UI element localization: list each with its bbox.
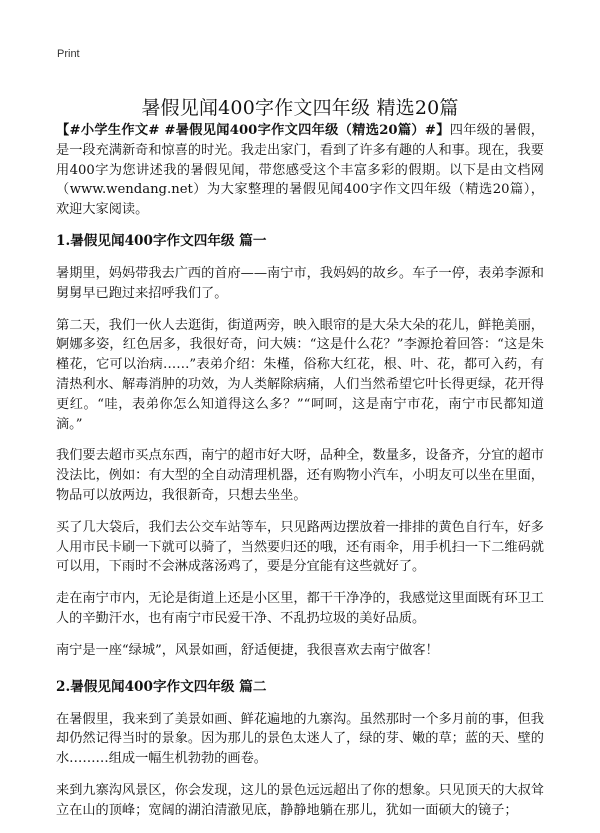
paragraph: 南宁是一座“绿城”，风景如画，舒适便捷，我很喜欢去南宁做客！ [56, 642, 439, 658]
paragraph: 走在南宁市内，无论是街道上还是小区里，都干干净净的，我感觉这里面既有环卫工人的辛勤汗水，也有南宁市民爱干净、不乱扔垃圾的美好品质。 [56, 591, 544, 626]
intro-paragraph [56, 121, 544, 220]
paragraph: 来到九寨沟风景区，你会发现，这儿的景色远远超出了你的想象。只见顶天的大叔耸立在山的顶峰；宽阔的湖泊清澈见底，静静地躺在那儿，犹如一面硕大的镜子； [56, 782, 544, 818]
print-link[interactable]: Print [57, 48, 80, 60]
intro-text: 四年级的暑假，是一段充满新奇和惊喜的时光。我走出家门，看到了许多有趣的人和事。现在，我要用400字为您讲述我的暑假见闻，带您感受这个丰富多彩的假期。以下是由文档网（www.wendang.net）为大家整理的暑假见闻400字作文四年级（精选20篇），欢迎大家阅读。 [56, 123, 544, 218]
paragraph: 在暑假里，我来到了美景如画、鲜花遍地的九寨沟。虽然那时一个多月前的事，但我却仍然记得当时的景象。因为那儿的景色太迷人了，绿的芽、嫩的草；蓝的天、壁的水………组成一幅生机勃勃的画卷。 [56, 711, 544, 767]
paragraph: 我们要去超市买点东西，南宁的超市好大呀，品种全，数量多，设备齐，分宜的超市没法比，例如：有大型的全自动清理机器，还有购物小汽车，小明友可以坐在里面，物品可以放两边，我很新奇，只想去坐坐。 [56, 448, 544, 503]
paragraph: 买了几大袋后，我们去公交车站等车，只见路两边摆放着一排排的黄色自行车，好多人用市民卡刷一下就可以骑了，当然要归还的哦，还有雨伞，用手机扫一下二维码就可以用，下雨时不会淋成落汤鸡了，要是分宜能有这些就好了。 [56, 519, 544, 575]
section-heading-1: 1.暑假见闻400字作文四年级 篇一 [56, 232, 267, 249]
page-title: 暑假见闻400字作文四年级 精选20篇 [141, 96, 459, 119]
intro-tag: 【#小学生作文# #暑假见闻400字作文四年级（精选20篇）#】 [56, 123, 450, 138]
section-heading-2: 2.暑假见闻400字作文四年级 篇二 [56, 678, 267, 695]
article-body [56, 121, 544, 833]
paragraph: 第二天，我们一伙人去逛街，街道两旁，映入眼帘的是大朵大朵的花儿，鲜艳美丽，婀娜多姿，红色居多，我很好奇，问大姨：“这是什么花？”李源抢着回答：“这是朱槿花，它可以治病……”表弟介绍：朱槿，俗称大红花，根、叶、花，都可入药，有清热利水、解毒消肿的功效，为人类解除病痛，人们当然希望它叶长得更绿，花开得更红。“哇，表弟你怎么知道得这么多？”“呵呵，这是南宁市花，南宁市民都知道滴。” [56, 317, 544, 432]
paragraph: 暑期里，妈妈带我去广西的首府——南宁市，我妈妈的故乡。车子一停，表弟李源和舅舅早已跑过来招呼我们了。 [56, 265, 544, 301]
